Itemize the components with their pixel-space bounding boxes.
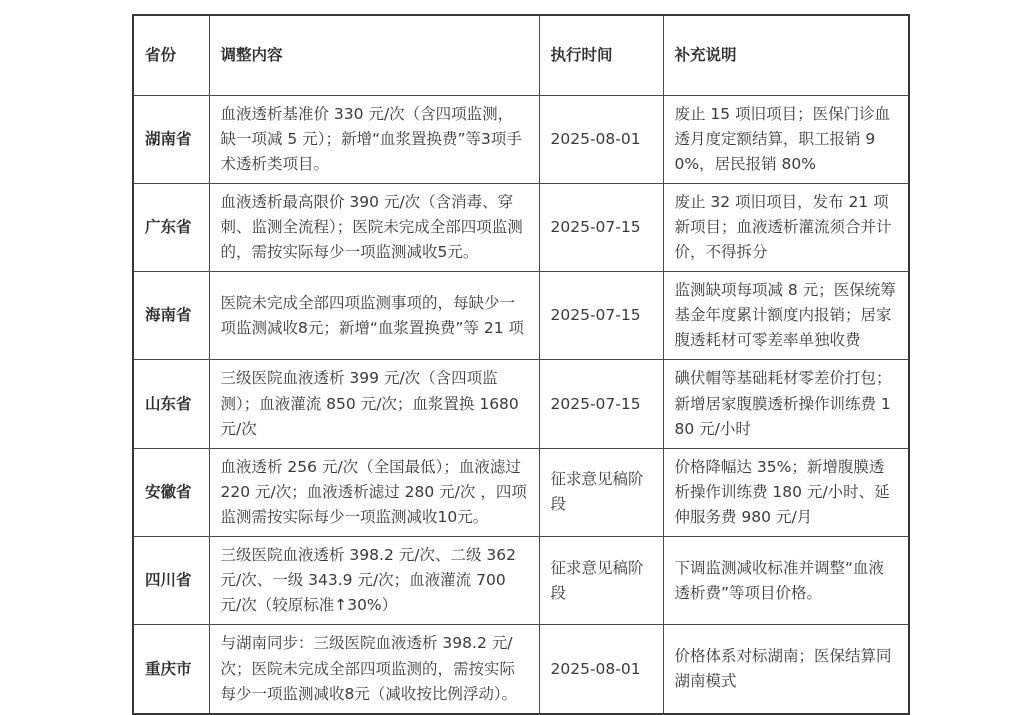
time-cell: 征求意见稿阶段 xyxy=(539,448,663,536)
province-cell: 四川省 xyxy=(133,537,209,625)
province-cell: 广东省 xyxy=(133,183,209,271)
adjustment-cell: 三级医院血液透析 398.2 元/次、二级 362 元/次、一级 343.9 元/次；血液灌流 700 元/次（较原标准↑30%） xyxy=(209,537,539,625)
table-row xyxy=(133,360,909,448)
column-header-notes: 补充说明 xyxy=(663,15,909,95)
adjustment-cell: 三级医院血液透析 399 元/次（含四项监测）；血液灌流 850 元/次；血浆置换 1680 元/次 xyxy=(209,360,539,448)
header-row xyxy=(133,15,909,95)
adjustment-cell: 血液透析最高限价 390 元/次（含消毒、穿刺、监测全流程）；医院未完成全部四项监测的，需按实际每少一项监测减收5元。 xyxy=(209,183,539,271)
notes-cell: 下调监测减收标准并调整“血液透析费”等项目价格。 xyxy=(663,537,909,625)
adjustment-cell: 与湖南同步：三级医院血液透析 398.2 元/次；医院未完成全部四项监测的，需按实际每少一项监测减收8元（减收按比例浮动）。 xyxy=(209,625,539,714)
notes-cell: 价格降幅达 35%；新增腹膜透析操作训练费 180 元/小时、延伸服务费 980 元/月 xyxy=(663,448,909,536)
column-header-province: 省份 xyxy=(133,15,209,95)
adjustment-cell: 医院未完成全部四项监测事项的，每缺少一项监测减收8元；新增“血浆置换费”等 21 项 xyxy=(209,272,539,360)
table-row xyxy=(133,272,909,360)
notes-cell: 价格体系对标湖南；医保结算同湖南模式 xyxy=(663,625,909,714)
time-cell: 2025-07-15 xyxy=(539,360,663,448)
adjustment-cell: 血液透析 256 元/次（全国最低）；血液滤过 220 元/次；血液透析滤过 280 元/次 ，四项监测需按实际每少一项监测减收10元。 xyxy=(209,448,539,536)
time-cell: 2025-08-01 xyxy=(539,625,663,714)
adjustment-cell: 血液透析基准价 330 元/次（含四项监测，缺一项减 5 元）；新增“血浆置换费”等3项手术透析类项目。 xyxy=(209,95,539,183)
table-row xyxy=(133,183,909,271)
time-cell: 2025-07-15 xyxy=(539,183,663,271)
province-cell: 湖南省 xyxy=(133,95,209,183)
time-cell: 征求意见稿阶段 xyxy=(539,537,663,625)
time-cell: 2025-08-01 xyxy=(539,95,663,183)
table-row xyxy=(133,625,909,714)
province-cell: 安徽省 xyxy=(133,448,209,536)
province-cell: 海南省 xyxy=(133,272,209,360)
notes-cell: 废止 15 项旧项目；医保门诊血透月度定额结算，职工报销 90%，居民报销 80% xyxy=(663,95,909,183)
table-row xyxy=(133,537,909,625)
column-header-time: 执行时间 xyxy=(539,15,663,95)
notes-cell: 废止 32 项旧项目，发布 21 项新项目；血液透析灌流须合并计价，不得拆分 xyxy=(663,183,909,271)
province-dialysis-pricing-table-container xyxy=(132,14,910,715)
table-row xyxy=(133,95,909,183)
table-row xyxy=(133,448,909,536)
column-header-adjustment: 调整内容 xyxy=(209,15,539,95)
notes-cell: 碘伏帽等基础耗材零差价打包；新增居家腹膜透析操作训练费 180 元/小时 xyxy=(663,360,909,448)
province-dialysis-pricing-table xyxy=(132,14,910,715)
notes-cell: 监测缺项每项减 8 元；医保统筹基金年度累计额度内报销；居家腹透耗材可零差率单独收费 xyxy=(663,272,909,360)
province-cell: 重庆市 xyxy=(133,625,209,714)
time-cell: 2025-07-15 xyxy=(539,272,663,360)
province-cell: 山东省 xyxy=(133,360,209,448)
